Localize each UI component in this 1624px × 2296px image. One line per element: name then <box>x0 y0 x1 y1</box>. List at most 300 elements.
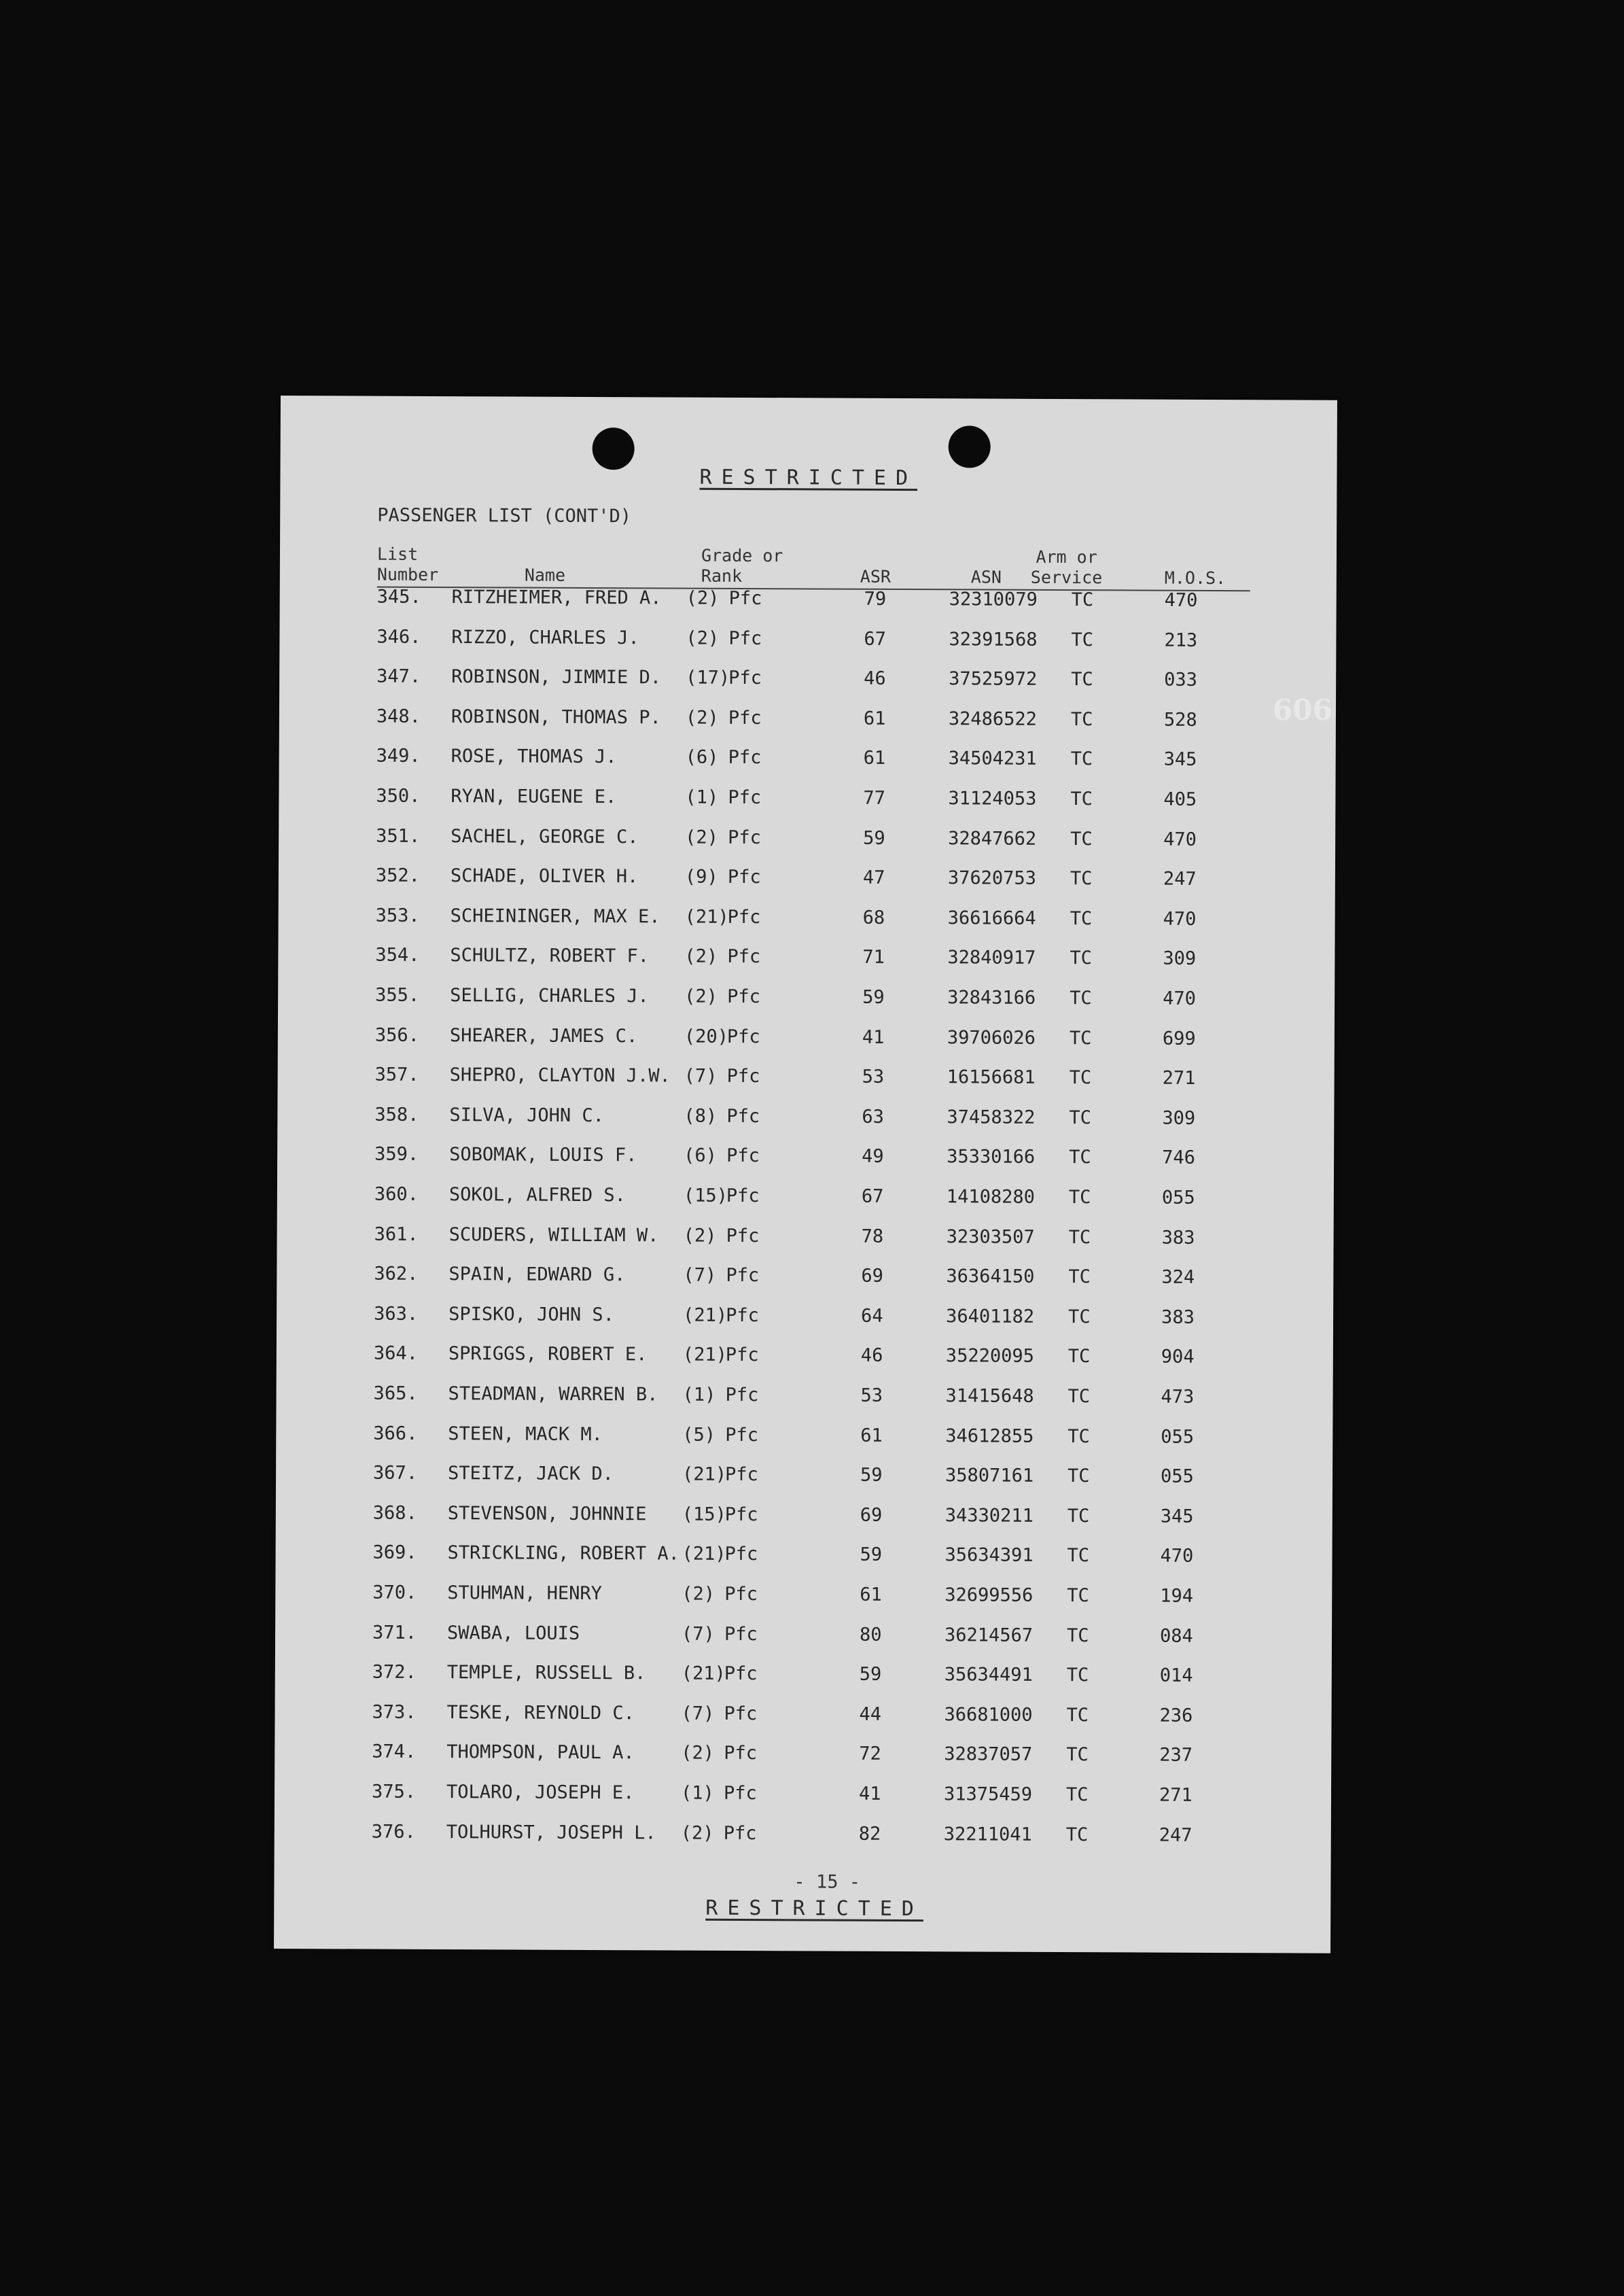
passenger-name: STRICKLING, ROBERT A. <box>447 1542 680 1565</box>
rank: Pfc <box>726 1145 760 1167</box>
list-number: 350. <box>376 785 421 807</box>
rank: Pfc <box>728 786 762 809</box>
grade-code: (2) <box>681 1742 715 1764</box>
mos-code: 324 <box>1161 1266 1195 1289</box>
arm-service: TC <box>1071 629 1094 650</box>
asr-score: 72 <box>859 1743 881 1765</box>
table-row <box>275 1701 1331 1733</box>
rank: Pfc <box>726 1105 760 1127</box>
asn-number: 32843166 <box>947 987 1036 1009</box>
asn-number: 32303507 <box>946 1225 1035 1248</box>
grade-code: (2) <box>683 1225 717 1247</box>
table-row <box>278 944 1335 976</box>
asr-score: 67 <box>864 628 887 650</box>
asr-score: 69 <box>860 1504 883 1526</box>
arm-service: TC <box>1069 1067 1092 1089</box>
asr-score: 59 <box>860 1544 883 1566</box>
grade-code: (20) <box>684 1026 728 1047</box>
list-number: 360. <box>374 1183 419 1205</box>
table-row <box>279 665 1336 697</box>
table-row <box>275 1542 1332 1573</box>
table-row <box>276 1502 1332 1534</box>
mos-code: 247 <box>1163 868 1197 890</box>
asn-number: 32310079 <box>949 589 1038 610</box>
passenger-name: SHEPRO, CLAYTON J.W. <box>449 1064 671 1087</box>
asn-number: 32837057 <box>944 1743 1033 1766</box>
mos-code: 405 <box>1163 788 1197 810</box>
list-number: 358. <box>374 1104 419 1126</box>
arm-service: TC <box>1066 1704 1089 1726</box>
asn-number: 35634491 <box>944 1664 1033 1686</box>
list-number: 348. <box>376 706 421 727</box>
table-row <box>278 1024 1335 1056</box>
column-header-asn: ASN <box>970 567 1002 587</box>
asr-score: 53 <box>862 1066 885 1088</box>
table-row <box>277 1263 1333 1295</box>
list-number: 371. <box>372 1622 417 1643</box>
rank: Pfc <box>723 1782 757 1805</box>
list-number: 351. <box>376 825 421 847</box>
asr-score: 77 <box>863 787 886 809</box>
passenger-name: STEADMAN, WARREN B. <box>448 1383 658 1406</box>
grade-code: (21) <box>681 1663 726 1685</box>
list-number: 364. <box>373 1343 418 1365</box>
rank: Pfc <box>728 667 762 689</box>
arm-service: TC <box>1068 1306 1091 1328</box>
asr-score: 59 <box>859 1663 882 1686</box>
arm-service: TC <box>1070 828 1093 850</box>
table-row <box>279 626 1336 658</box>
mos-code: 237 <box>1159 1745 1193 1767</box>
asr-score: 79 <box>864 588 887 610</box>
asr-score: 71 <box>862 947 885 969</box>
passenger-name: STEEN, MACK M. <box>448 1423 603 1445</box>
punch-hole-right <box>949 425 991 468</box>
asn-number: 36681000 <box>944 1704 1033 1726</box>
passenger-name: SCHEININGER, MAX E. <box>450 905 660 928</box>
mos-code: 699 <box>1162 1028 1196 1049</box>
passenger-name: SPAIN, EDWARD G. <box>448 1264 626 1286</box>
grade-code: (2) <box>685 827 719 848</box>
passenger-name: SACHEL, GEORGE C. <box>451 825 639 848</box>
passenger-name: THOMPSON, PAUL A. <box>446 1741 635 1764</box>
list-number: 353. <box>375 905 420 926</box>
mos-code: 055 <box>1161 1187 1195 1208</box>
asn-number: 35807161 <box>945 1465 1034 1487</box>
rank: Pfc <box>726 1026 760 1047</box>
arm-service: TC <box>1070 788 1093 810</box>
table-row <box>279 706 1336 737</box>
mos-code: 345 <box>1163 749 1197 771</box>
column-header-grade <box>701 546 783 587</box>
page-number: - 15 - <box>794 1871 861 1893</box>
punch-hole-left <box>593 428 635 470</box>
arm-service: TC <box>1067 1585 1089 1607</box>
grade-code: (21) <box>682 1543 726 1565</box>
column-header-list-number <box>377 544 439 585</box>
arm-service: TC <box>1065 1824 1089 1845</box>
mos-code: 746 <box>1162 1147 1195 1169</box>
asn-number: 31375459 <box>943 1784 1033 1805</box>
table-row <box>277 1104 1334 1136</box>
mos-code: 271 <box>1159 1784 1193 1806</box>
grade-code: (2) <box>686 587 720 609</box>
table-row <box>278 984 1335 1016</box>
rank: Pfc <box>724 1703 758 1724</box>
asn-number: 14108280 <box>946 1186 1035 1208</box>
passenger-name: TOLARO, JOSEPH E. <box>446 1781 635 1804</box>
grade-code: (2) <box>684 945 718 968</box>
arm-service: TC <box>1068 1226 1091 1248</box>
mos-code: 014 <box>1159 1665 1193 1687</box>
grade-code: (21) <box>682 1344 727 1366</box>
rank: Pfc <box>728 707 762 729</box>
list-number: 373. <box>372 1701 417 1723</box>
asn-number: 35634391 <box>945 1544 1034 1567</box>
grade-code: (7) <box>681 1703 715 1724</box>
passenger-name: TOLHURST, JOSEPH L. <box>446 1821 656 1844</box>
grade-code: (17) <box>686 667 730 689</box>
grade-code: (21) <box>684 906 729 928</box>
page-title: PASSENGER LIST (CONT'D) <box>377 504 632 527</box>
list-number: 362. <box>374 1263 419 1285</box>
asr-score: 44 <box>859 1703 882 1725</box>
table-row <box>276 1423 1332 1455</box>
list-number: 352. <box>375 865 421 887</box>
asn-number: 31124053 <box>948 788 1037 810</box>
rank: Pfc <box>725 1344 759 1366</box>
passenger-name: SCHADE, OLIVER H. <box>450 865 639 888</box>
table-row <box>279 785 1335 817</box>
rank: Pfc <box>725 1464 758 1486</box>
asn-number: 16156681 <box>947 1066 1036 1089</box>
table-row <box>279 825 1335 857</box>
passenger-name: SOKOL, ALFRED S. <box>448 1184 626 1206</box>
rank: Pfc <box>727 986 760 1008</box>
grade-code: (2) <box>686 627 720 649</box>
rank: Pfc <box>724 1623 758 1645</box>
grade-code: (7) <box>681 1623 715 1645</box>
grade-code: (15) <box>683 1185 728 1206</box>
list-number: 372. <box>372 1661 417 1684</box>
table-row <box>279 865 1335 897</box>
table-row <box>277 1303 1333 1335</box>
arm-service: TC <box>1067 1545 1090 1567</box>
passenger-name: RIZZO, CHARLES J. <box>451 626 639 648</box>
grade-code: (21) <box>683 1304 728 1326</box>
mos-code: 470 <box>1164 589 1198 611</box>
passenger-name: SHEARER, JAMES C. <box>449 1024 638 1047</box>
column-header-asr: ASR <box>860 566 892 587</box>
asr-score: 59 <box>860 1464 883 1486</box>
passenger-name: SPRIGGS, ROBERT E. <box>448 1343 648 1366</box>
passenger-name: SILVA, JOHN C. <box>449 1104 605 1126</box>
rank: Pfc <box>724 1503 758 1525</box>
grade-code: (5) <box>682 1424 716 1446</box>
grade-code: (1) <box>685 786 719 808</box>
rank: Pfc <box>726 1304 759 1326</box>
grade-code: (2) <box>684 986 718 1007</box>
passenger-name: RYAN, EUGENE E. <box>451 786 617 808</box>
asn-number: 31415648 <box>945 1385 1034 1407</box>
arm-service: TC <box>1070 868 1093 890</box>
margin-page-number: 606 <box>1273 693 1332 727</box>
table-row <box>277 1143 1334 1175</box>
list-number: 366. <box>373 1423 418 1444</box>
asr-score: 59 <box>862 986 885 1008</box>
mos-code: 383 <box>1161 1306 1195 1328</box>
grade-code: (7) <box>684 1065 718 1087</box>
mos-code: 470 <box>1163 908 1197 930</box>
grade-code: (6) <box>684 1145 717 1167</box>
mos-code: 236 <box>1159 1705 1193 1726</box>
mos-code: 033 <box>1164 669 1198 691</box>
rank: Pfc <box>727 946 761 968</box>
asn-number: 32486522 <box>948 708 1038 730</box>
asn-number: 39706026 <box>947 1026 1036 1049</box>
arm-service: TC <box>1067 1386 1091 1408</box>
table-row <box>276 1462 1332 1494</box>
asn-number: 34504231 <box>948 748 1037 770</box>
table-row <box>275 1661 1332 1693</box>
arm-service: TC <box>1066 1665 1089 1686</box>
rank: Pfc <box>725 1384 759 1406</box>
list-number: 349. <box>376 746 421 767</box>
passenger-name: STEITZ, JACK D. <box>448 1463 614 1485</box>
column-header-mos: M.O.S. <box>1164 568 1226 589</box>
table-row <box>275 1781 1331 1813</box>
column-header-name: Name <box>524 565 566 585</box>
arm-service: TC <box>1070 947 1092 969</box>
column-header-text: Grade or Rank <box>701 545 783 586</box>
list-number: 361. <box>374 1223 419 1245</box>
arm-service: TC <box>1067 1505 1090 1527</box>
grade-code: (2) <box>682 1583 716 1605</box>
mos-code: 247 <box>1159 1824 1193 1846</box>
rank: Pfc <box>728 747 762 769</box>
mos-code: 473 <box>1161 1386 1195 1408</box>
grade-code: (2) <box>680 1822 714 1844</box>
table-row <box>278 1064 1335 1096</box>
passenger-name: SCHULTZ, ROBERT F. <box>450 945 650 967</box>
list-number: 370. <box>372 1582 417 1603</box>
passenger-name: TESKE, REYNOLD C. <box>446 1701 635 1724</box>
rank: Pfc <box>724 1663 758 1685</box>
list-number: 367. <box>373 1462 418 1484</box>
mos-code: 194 <box>1160 1585 1194 1607</box>
passenger-name: SOBOMAK, LOUIS F. <box>449 1144 637 1166</box>
rank: Pfc <box>726 1265 760 1287</box>
mos-code: 383 <box>1161 1227 1195 1249</box>
asr-score: 82 <box>858 1823 881 1845</box>
rank: Pfc <box>725 1424 759 1446</box>
rank: Pfc <box>727 906 761 928</box>
mos-code: 470 <box>1163 829 1197 850</box>
list-number: 365. <box>373 1382 418 1404</box>
asr-score: 80 <box>859 1624 882 1646</box>
asr-score: 61 <box>860 1584 882 1605</box>
passenger-name: STEVENSON, JOHNNIE <box>447 1502 647 1525</box>
asn-number: 35330166 <box>947 1146 1036 1168</box>
table-row <box>275 1582 1332 1614</box>
rank: Pfc <box>728 827 762 848</box>
asn-number: 32840917 <box>947 947 1036 969</box>
asr-score: 59 <box>863 827 885 849</box>
asr-score: 41 <box>862 1026 885 1048</box>
table-row <box>277 1223 1334 1255</box>
list-number: 357. <box>374 1064 419 1086</box>
mos-code: 055 <box>1161 1426 1195 1448</box>
list-number: 346. <box>376 626 421 648</box>
list-number: 359. <box>374 1144 419 1166</box>
passenger-name: SCUDERS, WILLIAM W. <box>448 1223 659 1247</box>
asr-score: 63 <box>862 1106 884 1128</box>
asr-score: 67 <box>861 1185 884 1207</box>
grade-code: (9) <box>684 866 718 888</box>
table-row <box>277 1183 1334 1215</box>
arm-service: TC <box>1067 1425 1090 1447</box>
asn-number: 32699556 <box>945 1584 1034 1606</box>
list-number: 369. <box>372 1542 417 1564</box>
table-row <box>277 1342 1333 1374</box>
asr-score: 47 <box>862 867 885 889</box>
list-number: 354. <box>375 945 420 967</box>
document-page <box>274 396 1337 1953</box>
mos-code: 213 <box>1164 629 1198 651</box>
asr-score: 68 <box>862 907 885 928</box>
asn-number: 36401182 <box>946 1306 1035 1327</box>
arm-service: TC <box>1069 1107 1091 1129</box>
table-row <box>275 1741 1331 1773</box>
rank: Pfc <box>724 1544 758 1565</box>
grade-code: (1) <box>680 1782 714 1804</box>
list-number: 355. <box>375 984 420 1006</box>
mos-code: 528 <box>1163 709 1197 731</box>
asn-number: 34612855 <box>945 1425 1034 1447</box>
arm-service: TC <box>1070 748 1093 770</box>
asn-number: 32211041 <box>943 1823 1032 1845</box>
asr-score: 53 <box>860 1385 883 1406</box>
passenger-name: TEMPLE, RUSSELL B. <box>446 1662 646 1684</box>
asn-number: 36616664 <box>947 907 1036 929</box>
asn-number: 37525972 <box>949 668 1038 691</box>
passenger-name: SPISKO, JOHN S. <box>448 1303 615 1325</box>
mos-code: 470 <box>1163 988 1196 1009</box>
asn-number: 35220095 <box>945 1345 1034 1368</box>
asn-number: 36214567 <box>944 1624 1034 1646</box>
column-header-text: List Number <box>376 544 439 585</box>
arm-service: TC <box>1070 708 1093 731</box>
arm-service: TC <box>1069 1027 1092 1049</box>
asn-number: 32391568 <box>949 628 1038 650</box>
rank: Pfc <box>727 867 761 888</box>
grade-code: (1) <box>682 1384 716 1406</box>
grade-code: (7) <box>683 1264 717 1286</box>
arm-service: TC <box>1066 1624 1089 1646</box>
asr-score: 49 <box>862 1146 884 1168</box>
arm-service: TC <box>1070 907 1093 930</box>
list-number: 376. <box>371 1821 416 1843</box>
passenger-name: SWABA, LOUIS <box>446 1622 580 1644</box>
rank: Pfc <box>724 1743 758 1764</box>
asr-score: 64 <box>861 1305 883 1327</box>
asr-score: 61 <box>863 748 886 769</box>
arm-service: TC <box>1071 589 1094 611</box>
passenger-name: STUHMAN, HENRY <box>447 1582 602 1605</box>
grade-code: (8) <box>684 1105 718 1127</box>
asn-number: 34330211 <box>945 1505 1034 1527</box>
asn-number: 37458322 <box>947 1107 1036 1128</box>
mos-code: 309 <box>1163 948 1197 970</box>
mos-code: 904 <box>1161 1346 1195 1368</box>
list-number: 375. <box>371 1781 417 1803</box>
asr-score: 61 <box>863 708 886 729</box>
arm-service: TC <box>1068 1266 1091 1288</box>
table-row <box>279 745 1336 777</box>
asn-number: 36364150 <box>946 1266 1035 1288</box>
asr-score: 61 <box>860 1425 883 1446</box>
passenger-name: SELLIG, CHARLES J. <box>450 985 649 1007</box>
list-number: 356. <box>374 1024 419 1046</box>
mos-code: 309 <box>1162 1107 1196 1129</box>
asr-score: 46 <box>864 667 886 690</box>
asr-score: 69 <box>861 1265 883 1287</box>
rank: Pfc <box>726 1225 760 1247</box>
arm-service: TC <box>1067 1346 1091 1368</box>
mos-code: 084 <box>1159 1625 1193 1647</box>
arm-service: TC <box>1069 1147 1091 1168</box>
column-header-text: Arm or Service <box>1030 546 1103 588</box>
arm-service: TC <box>1071 669 1093 691</box>
list-number: 368. <box>372 1502 417 1524</box>
mos-code: 271 <box>1162 1067 1196 1090</box>
arm-service: TC <box>1068 1187 1091 1208</box>
passenger-name: ROBINSON, THOMAS P. <box>451 706 661 729</box>
arm-service: TC <box>1066 1744 1089 1766</box>
grade-code: (2) <box>685 707 719 729</box>
arm-service: TC <box>1070 988 1092 1009</box>
table-row <box>275 1622 1332 1654</box>
grade-code: (6) <box>685 746 719 769</box>
table-row <box>279 905 1335 937</box>
table-row <box>280 586 1337 618</box>
grade-code: (15) <box>682 1503 726 1525</box>
list-number: 347. <box>376 665 421 688</box>
rank: Pfc <box>723 1822 757 1844</box>
asr-score: 46 <box>860 1345 883 1367</box>
arm-service: TC <box>1065 1784 1089 1806</box>
restricted-header-stamp: RESTRICTED <box>699 465 918 491</box>
passenger-name: RITZHEIMER, FRED A. <box>451 587 662 609</box>
asn-number: 37620753 <box>947 867 1037 890</box>
list-number: 374. <box>372 1741 417 1763</box>
arm-service: TC <box>1067 1465 1090 1487</box>
restricted-footer-stamp: RESTRICTED <box>705 1896 923 1921</box>
rank: Pfc <box>728 627 762 649</box>
mos-code: 470 <box>1160 1546 1194 1567</box>
rank: Pfc <box>724 1583 758 1605</box>
column-header-arm-service <box>1031 547 1103 588</box>
list-number: 345. <box>376 586 421 608</box>
passenger-name: ROSE, THOMAS J. <box>451 746 617 768</box>
asr-score: 78 <box>861 1225 884 1247</box>
rank: Pfc <box>726 1185 760 1207</box>
table-row <box>276 1382 1332 1414</box>
grade-code: (21) <box>682 1463 727 1486</box>
asr-score: 41 <box>858 1783 881 1805</box>
rank: Pfc <box>728 587 762 610</box>
rank: Pfc <box>726 1066 760 1088</box>
